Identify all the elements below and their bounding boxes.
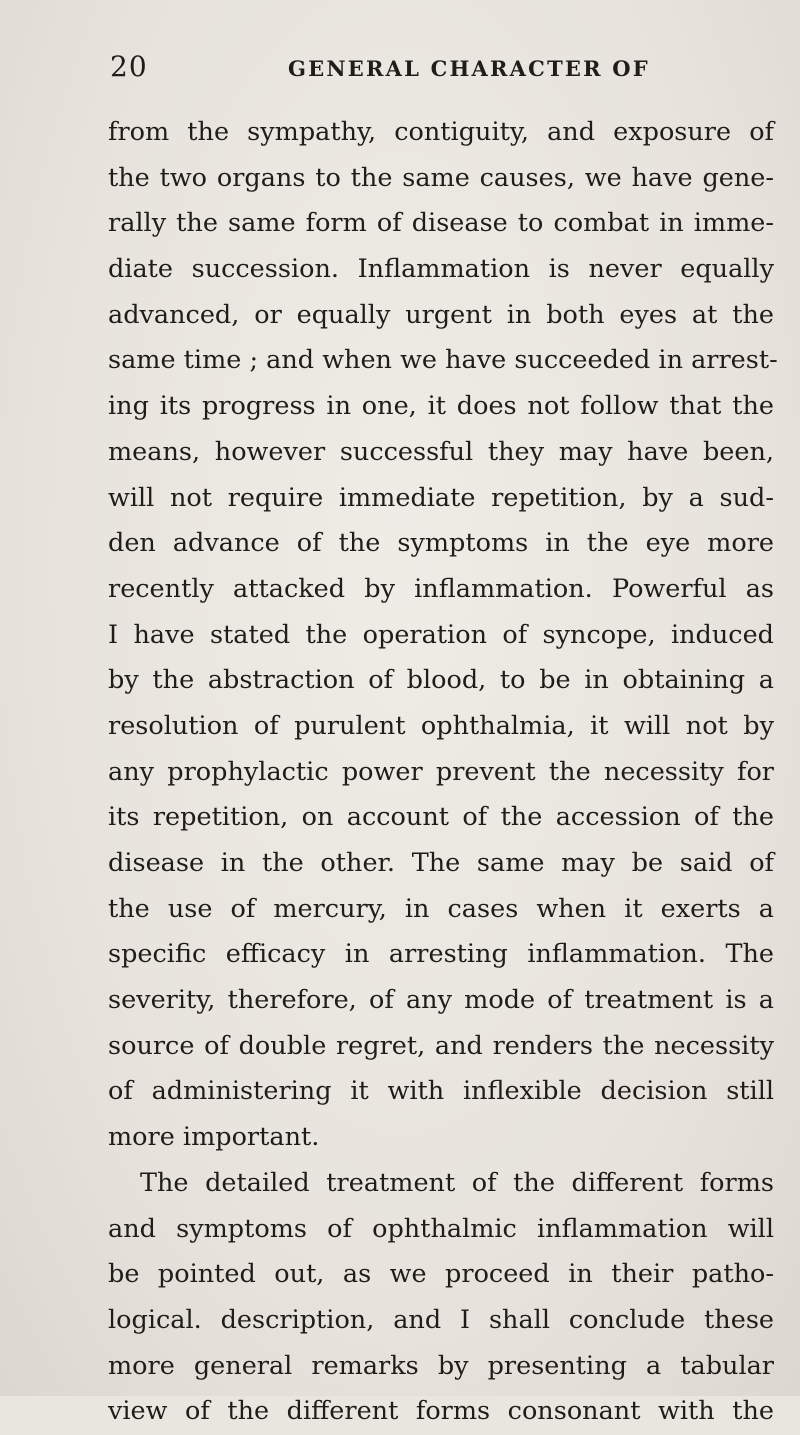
text-line: by the abstraction of blood, to be in obtaining a — [108, 665, 774, 696]
text-line: diate succession. Inflammation is never equally — [108, 254, 774, 285]
text-line: rally the same form of disease to combat in imme- — [108, 208, 774, 239]
page-number: 20 — [110, 50, 148, 83]
paragraph-start-line: The detailed treatment of the different forms — [140, 1167, 774, 1198]
text-line: of administering it with inflexible decision still — [108, 1076, 774, 1107]
text-line: ing its progress in one, it does not follow that the — [108, 391, 774, 422]
text-line: specific efficacy in arresting inflammation. The — [108, 939, 774, 970]
text-line: den advance of the symptoms in the eye more — [108, 528, 774, 559]
text-line: same time ; and when we have succeeded in arrest- — [108, 345, 778, 376]
paragraph-end-line: more important. — [108, 1122, 320, 1153]
text-line: from the sympathy, contiguity, and exposure of — [108, 117, 774, 147]
text-line: source of double regret, and renders the necessity — [108, 1030, 774, 1061]
text-line: severity, therefore, of any mode of treatment is a — [108, 985, 774, 1016]
text-line: resolution of purulent ophthalmia, it will not by — [108, 710, 774, 741]
text-line: any prophylactic power prevent the necessity for — [108, 756, 774, 787]
running-head: GENERAL CHARACTER OF — [288, 56, 650, 81]
text-line: view of the different forms consonant with the — [108, 1396, 774, 1427]
text-line: more general remarks by presenting a tabular — [108, 1350, 774, 1381]
text-line: recently attacked by inflammation. Powerful as — [108, 573, 774, 604]
text-line: advanced, or equally urgent in both eyes at the — [108, 299, 774, 330]
text-line: means, however successful they may have been, — [108, 436, 774, 467]
body-text — [108, 110, 778, 1435]
text-line: logical. description, and I shall conclude these — [108, 1304, 774, 1335]
text-line: will not require immediate repetition, by a sud- — [108, 482, 774, 513]
text-line: be pointed out, as we proceed in their patho- — [108, 1259, 774, 1290]
page-header — [110, 50, 730, 90]
text-line: I have stated the operation of syncope, induced — [108, 619, 774, 650]
text-line: the two organs to the same causes, we have gene- — [108, 162, 774, 193]
text-line: and symptoms of ophthalmic inflammation will — [108, 1213, 774, 1244]
text-line: disease in the other. The same may be said of — [108, 848, 774, 878]
text-line: the use of mercury, in cases when it exerts a — [108, 893, 774, 924]
text-line: its repetition, on account of the accession of the — [108, 802, 774, 833]
